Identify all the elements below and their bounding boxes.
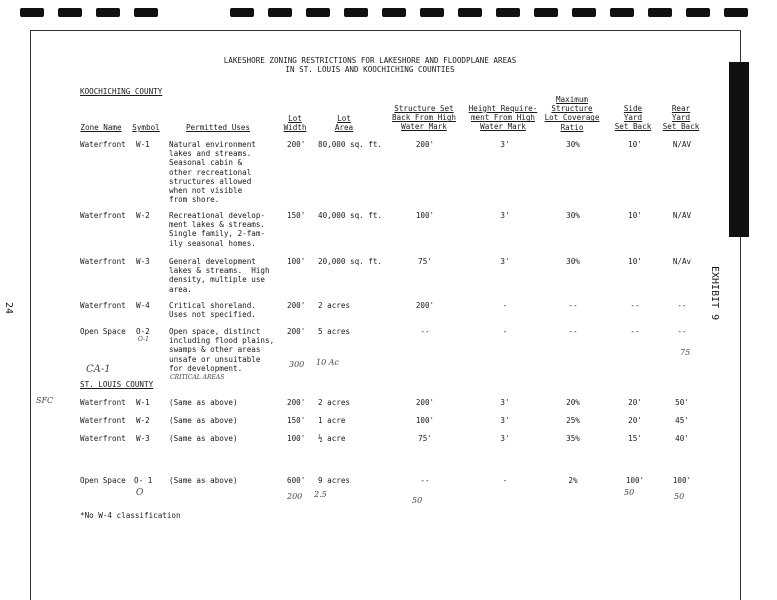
cell-rear: N/AV xyxy=(672,140,692,149)
cell-height: 3' xyxy=(500,434,510,443)
cell-rear: -- xyxy=(677,301,687,310)
cell-uses: Critical shoreland. Uses not specified. xyxy=(169,301,256,320)
cell-coverage: 30% xyxy=(566,257,580,266)
section-heading-koochiching: KOOCHICHING COUNTY xyxy=(80,87,163,96)
page-number: 24 xyxy=(3,302,14,315)
cell-lot-width: 150' xyxy=(287,416,306,425)
cell-rear: N/AV xyxy=(672,211,692,220)
header-rear-yard: Rear Yard Set Back xyxy=(662,104,700,132)
punch-hole xyxy=(344,8,368,17)
cell-setback: 75' xyxy=(418,434,432,443)
footnote: *No W-4 classification xyxy=(80,511,181,520)
cell-zone: Waterfront xyxy=(80,416,126,425)
cell-height: - xyxy=(502,476,508,485)
exhibit-label: EXHIBIT 9 xyxy=(709,266,720,321)
cell-zone: Waterfront xyxy=(80,301,126,310)
punch-hole xyxy=(382,8,406,17)
cell-symbol: W-1 xyxy=(136,140,150,149)
punch-hole xyxy=(724,8,748,17)
header-lot-width: Lot Width xyxy=(283,114,307,133)
handwritten-critical-areas: CRITICAL AREAS xyxy=(170,374,225,381)
cell-height: 3' xyxy=(500,257,510,266)
handwritten-ca1: CA-1 xyxy=(86,364,111,375)
cell-zone: Open Space xyxy=(80,327,126,336)
header-coverage: Maximum Structure Lot Coverage Ratio xyxy=(544,95,600,132)
document-title: LAKESHORE ZONING RESTRICTIONS FOR LAKESHORE AND FLOODPLANE AREAS xyxy=(223,56,517,65)
handwritten-sfc: SFC xyxy=(36,396,54,405)
cell-lot-area: 80,000 sq. ft. xyxy=(318,140,383,149)
cell-height: 3' xyxy=(500,398,510,407)
cell-symbol: O-2 xyxy=(136,327,150,336)
cell-symbol: W-1 xyxy=(136,398,150,407)
header-side-yard: Side Yard Set Back xyxy=(614,104,652,132)
cell-coverage: 25% xyxy=(566,416,580,425)
punch-hole xyxy=(230,8,254,17)
section-heading-st-louis: ST. LOUIS COUNTY xyxy=(80,380,154,389)
header-lot-area: Lot Area xyxy=(334,114,354,133)
cell-lot-area: 20,000 sq. ft. xyxy=(318,257,383,266)
header-height: Height Require- ment From High Water Mark xyxy=(468,104,538,132)
cell-rear: 45' xyxy=(675,416,689,425)
handwritten-lot-area-2: 2.5 xyxy=(314,490,327,499)
cell-zone: Waterfront xyxy=(80,398,126,407)
cell-zone: Waterfront xyxy=(80,257,126,266)
cell-side: -- xyxy=(630,327,640,336)
cell-lot-area: ½ acre xyxy=(318,434,346,443)
cell-coverage: 35% xyxy=(566,434,580,443)
punch-hole xyxy=(306,8,330,17)
cell-coverage: 20% xyxy=(566,398,580,407)
cell-symbol: W-2 xyxy=(136,211,150,220)
cell-rear: -- xyxy=(677,327,687,336)
cell-symbol: W-3 xyxy=(136,257,150,266)
cell-uses: General development lakes & streams. High density, multiple use area. xyxy=(169,257,270,294)
cell-uses: Natural environment lakes and streams. Seasonal cabin & other recreational structures allowed when not visible from shore. xyxy=(169,140,256,205)
cell-rear: 100' xyxy=(672,476,692,485)
cell-side: 10' xyxy=(628,211,642,220)
cell-height: 3' xyxy=(500,211,510,220)
binding-edge-bar xyxy=(729,62,749,237)
cell-side: 100' xyxy=(625,476,645,485)
header-permitted-uses: Permitted Uses xyxy=(185,123,250,132)
handwritten-lot-area: 10 Ac xyxy=(316,358,339,367)
cell-coverage: 30% xyxy=(566,211,580,220)
cell-zone: Waterfront xyxy=(80,434,126,443)
cell-lot-area: 9 acres xyxy=(318,476,351,485)
cell-zone: Open Space xyxy=(80,476,126,485)
cell-side: 10' xyxy=(628,140,642,149)
cell-lot-area: 5 acres xyxy=(318,327,351,336)
cell-symbol: W-3 xyxy=(136,434,150,443)
punch-hole xyxy=(572,8,596,17)
cell-coverage: 30% xyxy=(566,140,580,149)
punch-hole xyxy=(420,8,444,17)
handwritten-rear-2: 50 xyxy=(674,492,685,501)
punch-hole xyxy=(96,8,120,17)
cell-setback: 75' xyxy=(418,257,432,266)
frame-line-top xyxy=(30,30,740,31)
punch-hole xyxy=(534,8,558,17)
punch-hole xyxy=(648,8,672,17)
cell-setback: 100' xyxy=(415,416,435,425)
cell-uses: Recreational develop- ment lakes & streams. Single family, 2-fam- ily seasonal homes. xyxy=(169,211,266,248)
cell-side: 20' xyxy=(628,416,642,425)
cell-lot-width: 600' xyxy=(287,476,306,485)
cell-lot-width: 150' xyxy=(287,211,306,220)
punch-hole xyxy=(58,8,82,17)
cell-setback: 200' xyxy=(415,140,435,149)
cell-setback: 200' xyxy=(415,301,435,310)
header-setback: Structure Set Back From High Water Mark xyxy=(391,104,456,132)
cell-lot-width: 100' xyxy=(287,257,306,266)
document-subtitle: IN ST. LOUIS AND KOOCHICHING COUNTIES xyxy=(285,65,455,74)
cell-lot-width: 100' xyxy=(287,434,306,443)
handwritten-lot-width: 300 xyxy=(289,360,305,369)
cell-uses: (Same as above) xyxy=(169,398,238,407)
punch-hole xyxy=(496,8,520,17)
cell-rear: N/Av xyxy=(672,257,692,266)
cell-symbol: W-4 xyxy=(136,301,150,310)
handwritten-side: 50 xyxy=(624,488,635,497)
cell-setback: -- xyxy=(420,476,430,485)
cell-side: 20' xyxy=(628,398,642,407)
cell-height: 3' xyxy=(500,416,510,425)
cell-height: - xyxy=(502,301,508,310)
handwritten-setback: 50 xyxy=(412,496,423,505)
cell-setback: 200' xyxy=(415,398,435,407)
cell-lot-width: 200' xyxy=(287,140,306,149)
cell-uses: (Same as above) xyxy=(169,434,238,443)
cell-side: 10' xyxy=(628,257,642,266)
handwritten-circle: O xyxy=(136,488,144,498)
cell-rear: 40' xyxy=(675,434,689,443)
cell-zone: Waterfront xyxy=(80,140,126,149)
cell-lot-area: 40,000 sq. ft. xyxy=(318,211,383,220)
header-zone-name: Zone Name xyxy=(80,123,122,132)
punch-hole xyxy=(686,8,710,17)
cell-coverage: -- xyxy=(568,301,578,310)
cell-symbol: O- 1 xyxy=(134,476,153,485)
cell-lot-width: 200' xyxy=(287,398,306,407)
cell-symbol: W-2 xyxy=(136,416,150,425)
punch-hole xyxy=(134,8,158,17)
cell-setback: 100' xyxy=(415,211,435,220)
cell-uses: Open space, distinct including flood plains, swamps & other areas unsafe or unsuitable for development. xyxy=(169,327,275,373)
cell-lot-width: 200' xyxy=(287,301,306,310)
cell-lot-area: 1 acre xyxy=(318,416,346,425)
handwritten-lot-width-2: 200 xyxy=(287,492,303,501)
header-symbol: Symbol xyxy=(132,123,160,132)
cell-rear: 50' xyxy=(675,398,689,407)
cell-height: 3' xyxy=(500,140,510,149)
cell-side: 15' xyxy=(628,434,642,443)
punch-hole xyxy=(458,8,482,17)
cell-height: - xyxy=(502,327,508,336)
cell-lot-area: 2 acres xyxy=(318,301,351,310)
punch-hole xyxy=(20,8,44,17)
punch-hole xyxy=(610,8,634,17)
cell-side: -- xyxy=(630,301,640,310)
cell-uses: (Same as above) xyxy=(169,416,238,425)
cell-setback: -- xyxy=(420,327,430,336)
cell-lot-area: 2 acres xyxy=(318,398,351,407)
cell-lot-width: 200' xyxy=(287,327,306,336)
handwritten-symbol-note: O-1 xyxy=(138,336,149,343)
cell-zone: Waterfront xyxy=(80,211,126,220)
punch-hole xyxy=(268,8,292,17)
cell-coverage: 2% xyxy=(568,476,578,485)
cell-coverage: -- xyxy=(568,327,578,336)
handwritten-rear: 75 xyxy=(680,348,691,357)
frame-line-left xyxy=(30,30,31,600)
cell-uses: (Same as above) xyxy=(169,476,238,485)
